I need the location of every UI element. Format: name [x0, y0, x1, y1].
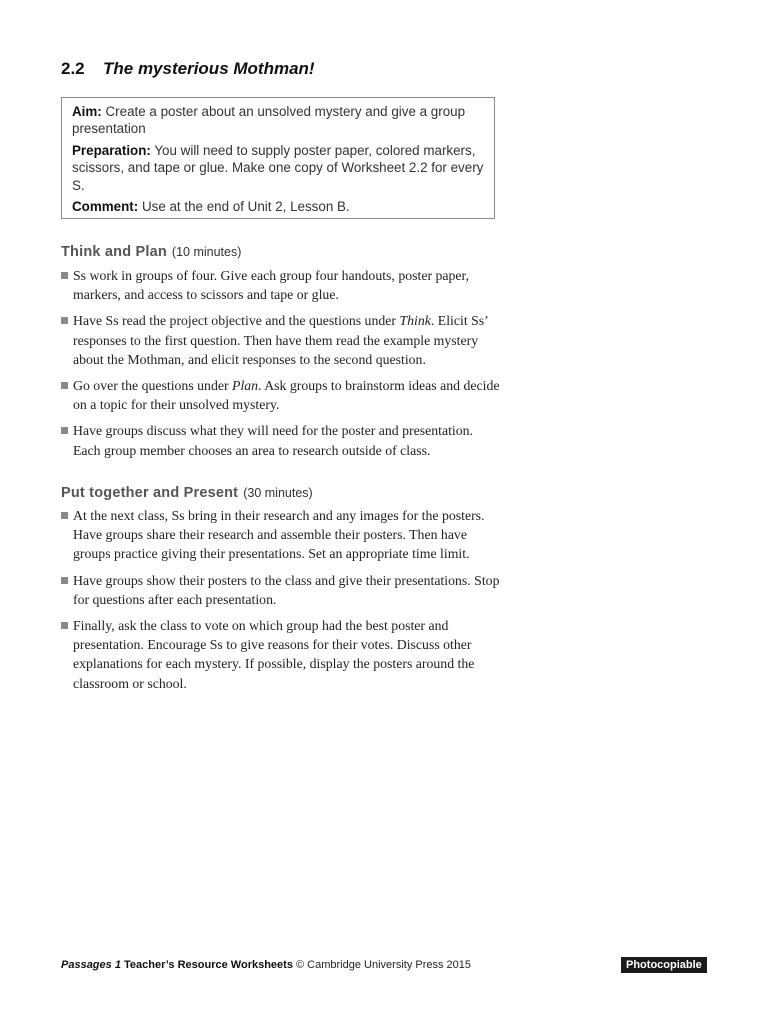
section-number: 2.2	[61, 59, 85, 78]
copyright-text: © Cambridge University Press 2015	[296, 959, 472, 971]
preparation-text: You will need to supply poster paper, colored markers, scissors, and tape or glue. Make one copy of Worksheet 2.2 for every S.	[72, 142, 484, 193]
put-together-minutes: (30 minutes)	[243, 486, 313, 500]
aim-text: Create a poster about an unsolved mystery and give a group presentation	[72, 104, 466, 137]
book-title: Passages 1	[61, 959, 121, 971]
preparation-line	[72, 142, 484, 194]
list-item-text: At the next class, Ss bring in their research and any images for the posters. Have groups share their research and assemble their posters. Then have groups practice giving their presentations. Set an appropriate time limit.	[73, 508, 485, 562]
photocopiable-badge: Photocopiable	[621, 957, 707, 973]
list-item-emphasis: Plan	[232, 378, 259, 394]
list-item	[61, 421, 501, 459]
square-bullet-icon	[61, 317, 68, 324]
preparation-label: Preparation:	[72, 142, 151, 158]
page-footer	[61, 959, 471, 971]
list-item-text-start: Have Ss read the project objective and the questions under	[73, 313, 400, 329]
square-bullet-icon	[61, 622, 68, 629]
aim-label: Aim:	[72, 104, 102, 119]
aim-line	[72, 103, 484, 138]
section-title-text: The mysterious Mothman!	[103, 59, 315, 78]
list-item-emphasis: Think	[399, 313, 431, 329]
info-box	[61, 97, 495, 219]
list-item	[61, 311, 501, 369]
list-item	[61, 571, 501, 609]
list-item	[61, 376, 501, 414]
list-item-text: Ss work in groups of four. Give each group four handouts, poster paper, markers, and access to scissors and tape or glue.	[73, 268, 470, 303]
square-bullet-icon	[61, 577, 68, 584]
list-item-text: Have groups discuss what they will need for the poster and presentation. Each group member chooses an area to research outside of class.	[73, 423, 474, 458]
think-plan-list	[61, 266, 501, 467]
square-bullet-icon	[61, 427, 68, 434]
series-title: Teacher’s Resource Worksheets	[124, 959, 293, 971]
think-plan-heading	[61, 244, 241, 260]
square-bullet-icon	[61, 512, 68, 519]
list-item	[61, 266, 501, 304]
put-together-list	[61, 506, 501, 700]
list-item-text: Have groups show their posters to the class and give their presentations. Stop for questions after each presentation.	[73, 572, 500, 607]
list-item-text-end: . Elicit Ss’ responses to the first question. Then have them read the example mystery about the Mothman, and elicit responses to the second question.	[73, 313, 488, 367]
list-item-text-start: Go over the questions under	[73, 378, 233, 394]
square-bullet-icon	[61, 272, 68, 279]
comment-text: Use at the end of Unit 2, Lesson B.	[141, 199, 350, 215]
comment-line	[72, 198, 484, 215]
put-together-title: Put together and Present	[61, 485, 239, 501]
section-title	[61, 59, 315, 79]
think-plan-minutes: (10 minutes)	[171, 245, 242, 259]
comment-label: Comment:	[72, 199, 139, 215]
square-bullet-icon	[61, 382, 68, 389]
list-item	[61, 616, 501, 693]
list-item-text: Finally, ask the class to vote on which group had the best poster and presentation. Encourage Ss to give reasons for their votes. Discuss other explanations for each mystery. If possible, display the posters around the classroom or school.	[73, 618, 475, 691]
list-item-text-end: . Ask groups to brainstorm ideas and decide on a topic for their unsolved mystery.	[73, 378, 500, 413]
think-plan-title: Think and Plan	[61, 244, 167, 260]
put-together-heading	[61, 485, 313, 501]
list-item	[61, 506, 501, 564]
